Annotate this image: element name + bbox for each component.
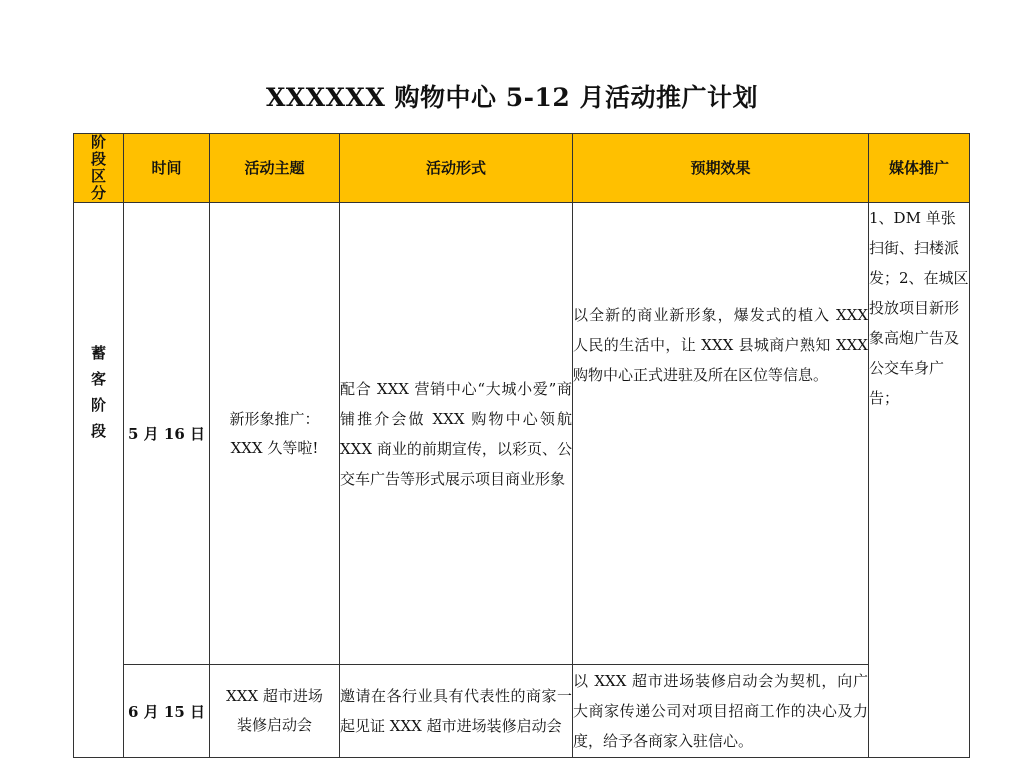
plan-table xyxy=(73,133,970,758)
effect-cell xyxy=(573,665,869,758)
row-effect: 以 XXX 超市进场装修启动会为契机，向广大商家传递公司对项目招商工作的决心及力度，给予各商家入驻信心。 xyxy=(573,672,868,750)
row-time: 6 月 15 日 xyxy=(128,702,205,721)
header-row xyxy=(74,134,970,203)
row-effect: 以全新的商业新形象，爆发式的植入 XXX 人民的生活中，让 XXX 县城商户熟知 XXX 购物中心正式进驻及所在区位等信息。 xyxy=(573,306,868,384)
stage-cell xyxy=(74,203,124,758)
table-row xyxy=(74,665,970,758)
theme-cell xyxy=(210,665,340,758)
row-theme: 新形象推广：XXX 久等啦! xyxy=(229,409,320,457)
row-format: 邀请在各行业具有代表性的商家一起见证 XXX 超市进场装修启动会 xyxy=(340,687,572,735)
row-time: 5 月 16 日 xyxy=(128,425,205,443)
format-cell xyxy=(340,203,573,665)
time-cell xyxy=(124,203,210,665)
header-theme: 活动主题 xyxy=(210,134,340,203)
media-text: 1、DM 单张扫街、扫楼派发；2、在城区投放项目新形象高炮广告及公交车身广告； xyxy=(869,209,969,407)
media-cell xyxy=(869,203,970,758)
header-effect: 预期效果 xyxy=(573,134,869,203)
table-row xyxy=(74,203,970,665)
header-time: 时间 xyxy=(124,134,210,203)
header-stage: 阶段区分 xyxy=(74,134,124,203)
row-format: 配合 XXX 营销中心“大城小爱”商铺推介会做 XXX 购物中心领航 XXX 商业的前期宣传，以彩页、公交车广告等形式展示项目商业形象 xyxy=(340,379,572,488)
header-media: 媒体推广 xyxy=(869,134,970,203)
stage-label: 蓄客阶段 xyxy=(90,344,106,440)
time-cell xyxy=(124,665,210,758)
effect-cell xyxy=(573,203,869,665)
document-title: XXXXXX 购物中心 5-12 月活动推广计划 xyxy=(265,83,759,112)
header-format: 活动形式 xyxy=(340,134,573,203)
format-cell xyxy=(340,665,573,758)
theme-cell xyxy=(210,203,340,665)
row-theme: XXX 超市进场装修启动会 xyxy=(226,687,323,734)
